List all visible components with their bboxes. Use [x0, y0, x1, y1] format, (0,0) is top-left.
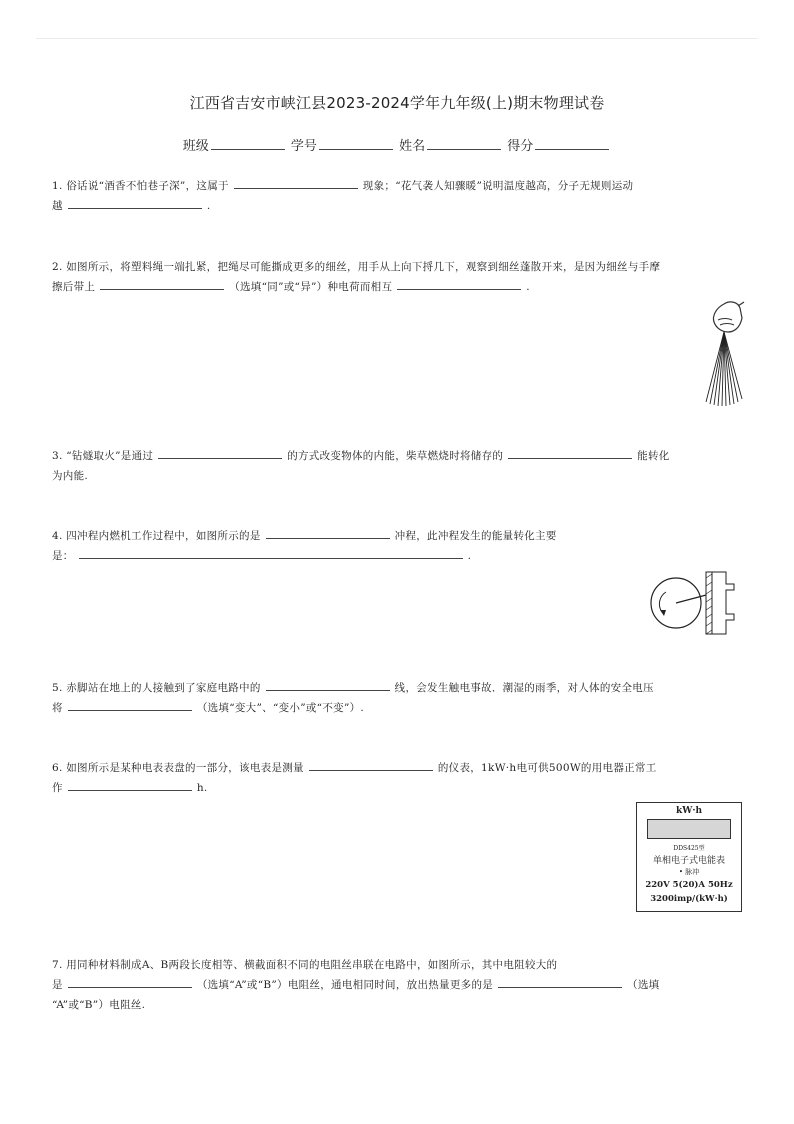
q3-text-c: 能转化 [637, 450, 670, 462]
q7-text-c: （选填“A”或“B”）电阻丝，通电相同时间，放出热量更多的是 [196, 979, 494, 991]
class-label: 班级 [182, 139, 209, 154]
meter-display [647, 819, 731, 839]
meter-unit: kW·h [675, 806, 703, 816]
q1-text-b: 现象；“花气袭人知骤暖”说明温度越高，分子无规则运动 [362, 180, 634, 192]
score-label: 得分 [507, 139, 534, 154]
question-6 [52, 758, 657, 798]
q6-text-c: 作 [52, 782, 63, 794]
q5-text-a: 5. 赤脚站在地上的人接触到了家庭电路中的 [52, 682, 261, 694]
q7-blank-1[interactable] [68, 975, 192, 988]
number-blank[interactable] [319, 137, 393, 150]
meter-imp: 3200imp/(kW·h) [650, 894, 728, 904]
q7-text-a: 7. 用同种材料制成A、B两段长度相等、横截面积不同的电阻丝串联在电路中，如图所示，其中电阻较大的 [52, 959, 558, 971]
engine-stroke-figure [648, 570, 740, 636]
q3-blank-2[interactable] [508, 446, 632, 459]
q7-text-d: （选填 [627, 979, 660, 991]
q4-text-d: . [467, 550, 472, 562]
q1-text-d: . [206, 200, 211, 212]
q3-text-d: 为内能. [52, 470, 89, 482]
q7-text-b: 是 [52, 979, 63, 991]
q4-text-b: 冲程，此冲程发生的能量转化主要 [394, 530, 557, 542]
q2-text-d: . [526, 281, 530, 293]
q6-blank-1[interactable] [309, 758, 433, 771]
q4-text-c: 是： [52, 550, 74, 562]
q2-text-a: 2. 如图所示，将塑料绳一端扎紧，把绳尽可能撕成更多的细丝，用手从上向下捋几下，观察到细丝蓬散开来，是因为细丝与手摩 [52, 261, 661, 273]
q1-text-c: 越 [52, 200, 63, 212]
meter-spec: 220V 5(20)A 50Hz [645, 880, 733, 890]
q2-blank-1[interactable] [100, 277, 224, 290]
question-4 [52, 526, 557, 566]
page-title: 江西省吉安市峡江县2023-2024学年九年级(上)期末物理试卷 [189, 94, 605, 112]
number-label: 学号 [290, 139, 317, 154]
q5-blank-2[interactable] [68, 698, 192, 711]
q3-text-b: 的方式改变物体的内能，柴草燃烧时将储存的 [287, 450, 504, 462]
name-label: 姓名 [399, 139, 426, 154]
q6-text-a: 6. 如图所示是某种电表表盘的一部分，该电表是测量 [52, 762, 304, 774]
q2-text-c: （选填“同”或“异”）种电荷而相互 [229, 281, 393, 293]
q7-blank-2[interactable] [498, 975, 622, 988]
q4-text-a: 4. 四冲程内燃机工作过程中，如图所示的是 [52, 530, 261, 542]
q6-text-b: 的仪表，1kW·h电可供500W的用电器正常工 [437, 762, 657, 774]
q2-text-b: 擦后带上 [52, 281, 96, 293]
q5-text-b: 线，会发生触电事故．潮湿的雨季，对人体的安全电压 [394, 682, 654, 694]
q4-blank-2[interactable] [79, 546, 463, 559]
q1-blank-2[interactable] [68, 196, 202, 209]
q5-blank-1[interactable] [266, 678, 390, 691]
meter-model: DDS425型 [673, 845, 705, 852]
class-blank[interactable] [211, 137, 285, 150]
q1-blank-1[interactable] [234, 176, 358, 189]
meter-name: 单相电子式电能表 [652, 856, 725, 866]
question-2 [52, 257, 660, 297]
q3-text-a: 3. “钻燧取火”是通过 [52, 450, 154, 462]
energy-meter-figure [636, 802, 742, 912]
q6-blank-2[interactable] [68, 778, 192, 791]
question-7 [52, 955, 659, 1015]
q4-blank-1[interactable] [266, 526, 390, 539]
question-5 [52, 678, 654, 718]
question-1 [52, 176, 633, 216]
q6-text-d: h. [196, 782, 208, 794]
hand-strands-figure [700, 298, 750, 408]
score-blank[interactable] [535, 137, 609, 150]
question-3 [52, 446, 670, 486]
meter-pulse: • 脉冲 [678, 868, 700, 876]
q5-text-c: 将 [52, 702, 63, 714]
q1-text-a: 1. 俗话说“酒香不怕巷子深”，这属于 [52, 180, 229, 192]
student-info-row [0, 135, 794, 154]
q2-blank-2[interactable] [397, 277, 521, 290]
top-divider [36, 38, 758, 39]
q7-text-e: “A”或“B”）电阻丝. [52, 999, 146, 1011]
name-blank[interactable] [427, 137, 501, 150]
q5-text-d: （选填“变大”、“变小”或“不变”）. [196, 702, 365, 714]
q3-blank-1[interactable] [158, 446, 282, 459]
